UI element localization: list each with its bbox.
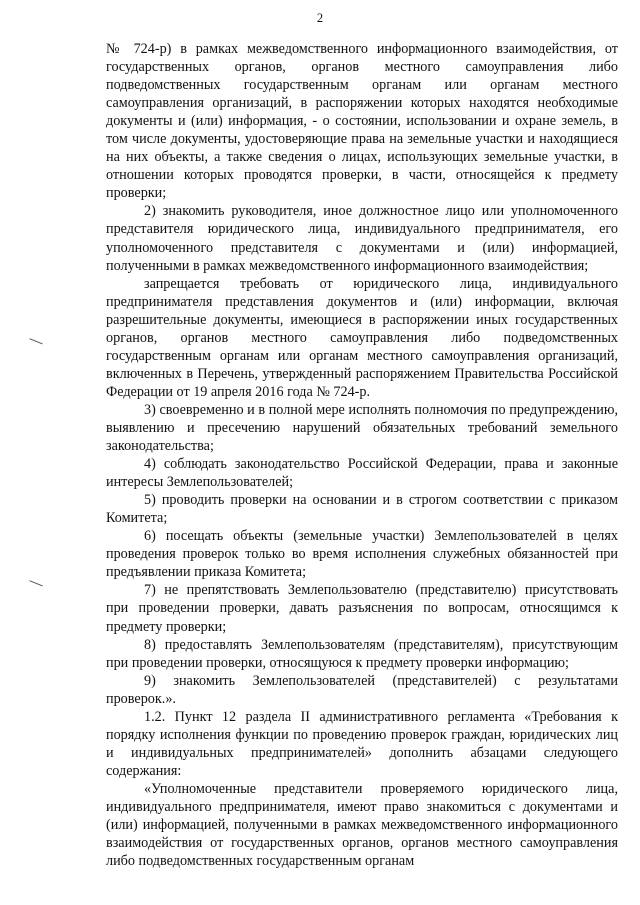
paragraph: запрещается требовать от юридического лица, индивидуального предпринимателя представления документов и (или) информации, включая разрешительные документы, имеющиеся в распоряжении иных государственных органов, органов местного самоуправления либо подведомственных государственным органам или органам местного самоуправления организаций, включенных в Перечень, утвержденный распоряжением Правительства Российской Федерации от 19 апреля 2016 года № 724-р. [106,275,618,400]
paragraph: 6) посещать объекты (земельные участки) Землепользователей в целях проведения проверок только во время исполнения служебных обязанностей при предъявлении приказа Комитета; [106,528,618,581]
paragraph: 3) своевременно и в полной мере исполнять полномочия по предупреждению, выявлению и пресечению нарушений обязательных требований земельного законодательства; [106,401,618,455]
document-text [106,40,618,870]
margin-mark [29,334,44,345]
paragraph: 2) знакомить руководителя, иное должностное лицо или уполномоченного представителя юридического лица, индивидуального предпринимателя, его уполномоченного представителя с документами и (или) информацией, полученными в рамках межведомственного информационного взаимодействия; [106,203,618,274]
margin-mark [29,576,44,587]
paragraph: 7) не препятствовать Землепользователю (представителю) присутствовать при проведении проверки, давать разъяснения по вопросам, относящимся к предмету проверки; [106,582,618,635]
paragraph: «Уполномоченные представители проверяемого юридического лица, индивидуального предпринимателя, имеют право знакомиться с документами и (или) информацией, полученными в рамках межведомственного информационного взаимодействия от государственных органов, органов местного самоуправления либо подведомственных государственным органам [106,780,618,870]
paragraph: 9) знакомить Землепользователей (представителей) с результатами проверок.». [106,672,618,707]
paragraph: 1.2. Пункт 12 раздела II административного регламента «Требования к порядку исполнения функции по проведению проверок граждан, юридических лиц и индивидуальных предпринимателей» дополнить абзацами следующего содержания: [106,708,618,779]
paragraph: 4) соблюдать законодательство Российской Федерации, права и законные интересы Землепользователей; [106,456,618,491]
page-number: 2 [316,11,324,25]
paragraph: № 724-р) в рамках межведомственного информационного взаимодействия, от государственных органов, органов местного самоуправления либо подведомственных государственным органам или органам местного самоуправления организаций, в распоряжении которых находятся необходимые документы и (или) информация, - о состоянии, использовании и охране земель, в том числе документы, удостоверяющие права на земельные участки и находящиеся на них объекты, а также сведения о лицах, использующих земельные участки, в отношении которых проводятся проверки, в части, относящейся к предмету проверки; [106,41,618,202]
paragraph: 8) предоставлять Землепользователям (представителям), присутствующим при проведении проверки, относящуюся к предмету проверки информацию; [106,636,618,671]
paragraph: 5) проводить проверки на основании и в строгом соответствии с приказом Комитета; [106,492,618,527]
